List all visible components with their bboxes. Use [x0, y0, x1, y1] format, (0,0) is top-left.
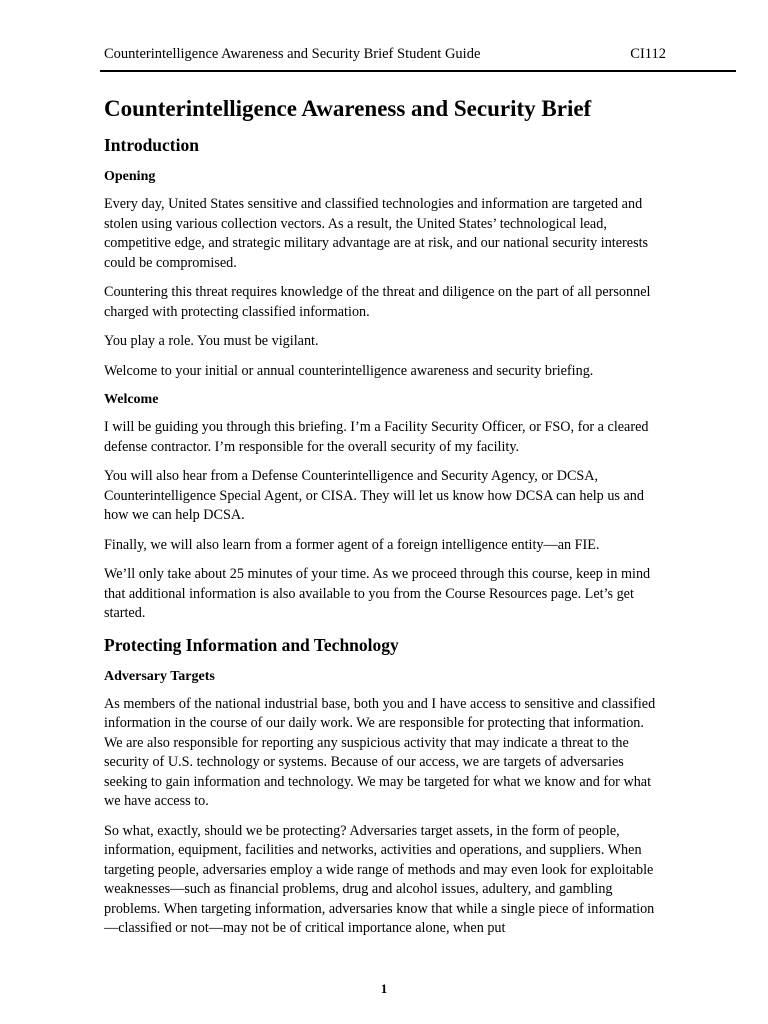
- paragraph: You will also hear from a Defense Counterintelligence and Security Agency, or DCSA, Counterintelligence Special Agent, or CISA. They will let us know how DCSA can help us and how we can help DCSA.: [104, 468, 644, 523]
- document-body: [104, 94, 664, 949]
- paragraph: We’ll only take about 25 minutes of your time. As we proceed through this course, keep in mind that additional information is also available to you from the Course Resources page. Let’s get started.: [104, 566, 651, 621]
- document-title: Counterintelligence Awareness and Security Brief: [104, 96, 592, 121]
- paragraph: Finally, we will also learn from a former agent of a foreign intelligence entity—an FIE.: [104, 536, 600, 553]
- header-guide-title: Counterintelligence Awareness and Security Brief Student Guide: [104, 46, 481, 62]
- header-course-code: CI112: [630, 46, 666, 62]
- subsection-heading-welcome: Welcome: [104, 392, 159, 407]
- subsection-heading-opening: Opening: [104, 169, 156, 184]
- section-heading-protecting-information: Protecting Information and Technology: [104, 634, 399, 655]
- paragraph: You play a role. You must be vigilant.: [104, 333, 319, 349]
- paragraph: I will be guiding you through this briefing. I’m a Facility Security Officer, or FSO, for a cleared defense contractor. I’m responsible for the overall security of my facility.: [104, 419, 649, 455]
- section-heading-introduction: Introduction: [104, 135, 199, 155]
- subsection-heading-adversary-targets: Adversary Targets: [104, 668, 215, 684]
- running-header: [104, 45, 666, 63]
- paragraph: Countering this threat requires knowledge of the threat and diligence on the part of all personnel charged with protecting classified information.: [104, 284, 651, 320]
- page-number: 1: [380, 981, 388, 996]
- paragraph: So what, exactly, should we be protecting? Adversaries target assets, in the form of people, information, equipment, facilities and networks, activities and operations, and suppliers. When targeting people, adversaries employ a wide range of methods and may even look for exploitable weaknesses—such as financial problems, drug and alcohol issues, adultery, and gambling problems. When targeting information, adversaries know that while a single piece of information—classified or not—may not be of critical importance alone, when put: [104, 822, 655, 936]
- paragraph: Welcome to your initial or annual counterintelligence awareness and security briefing.: [104, 362, 594, 379]
- header-divider: [100, 70, 736, 72]
- paragraph: As members of the national industrial base, both you and I have access to sensitive and classified information in the course of our daily work. We are responsible for protecting that information. We are also responsible for reporting any suspicious activity that may indicate a threat to the security of U.S. technology or systems. Because of our access, we are targets of adversaries seeking to gain information and technology. We may be targeted for what we know and for what we have access to.: [104, 695, 656, 809]
- paragraph: Every day, United States sensitive and classified technologies and information are targeted and stolen using various collection vectors. As a result, the United States’ technological lead, competitive edge, and strategic military advantage are at risk, and our national security interests could be compromised.: [104, 196, 649, 271]
